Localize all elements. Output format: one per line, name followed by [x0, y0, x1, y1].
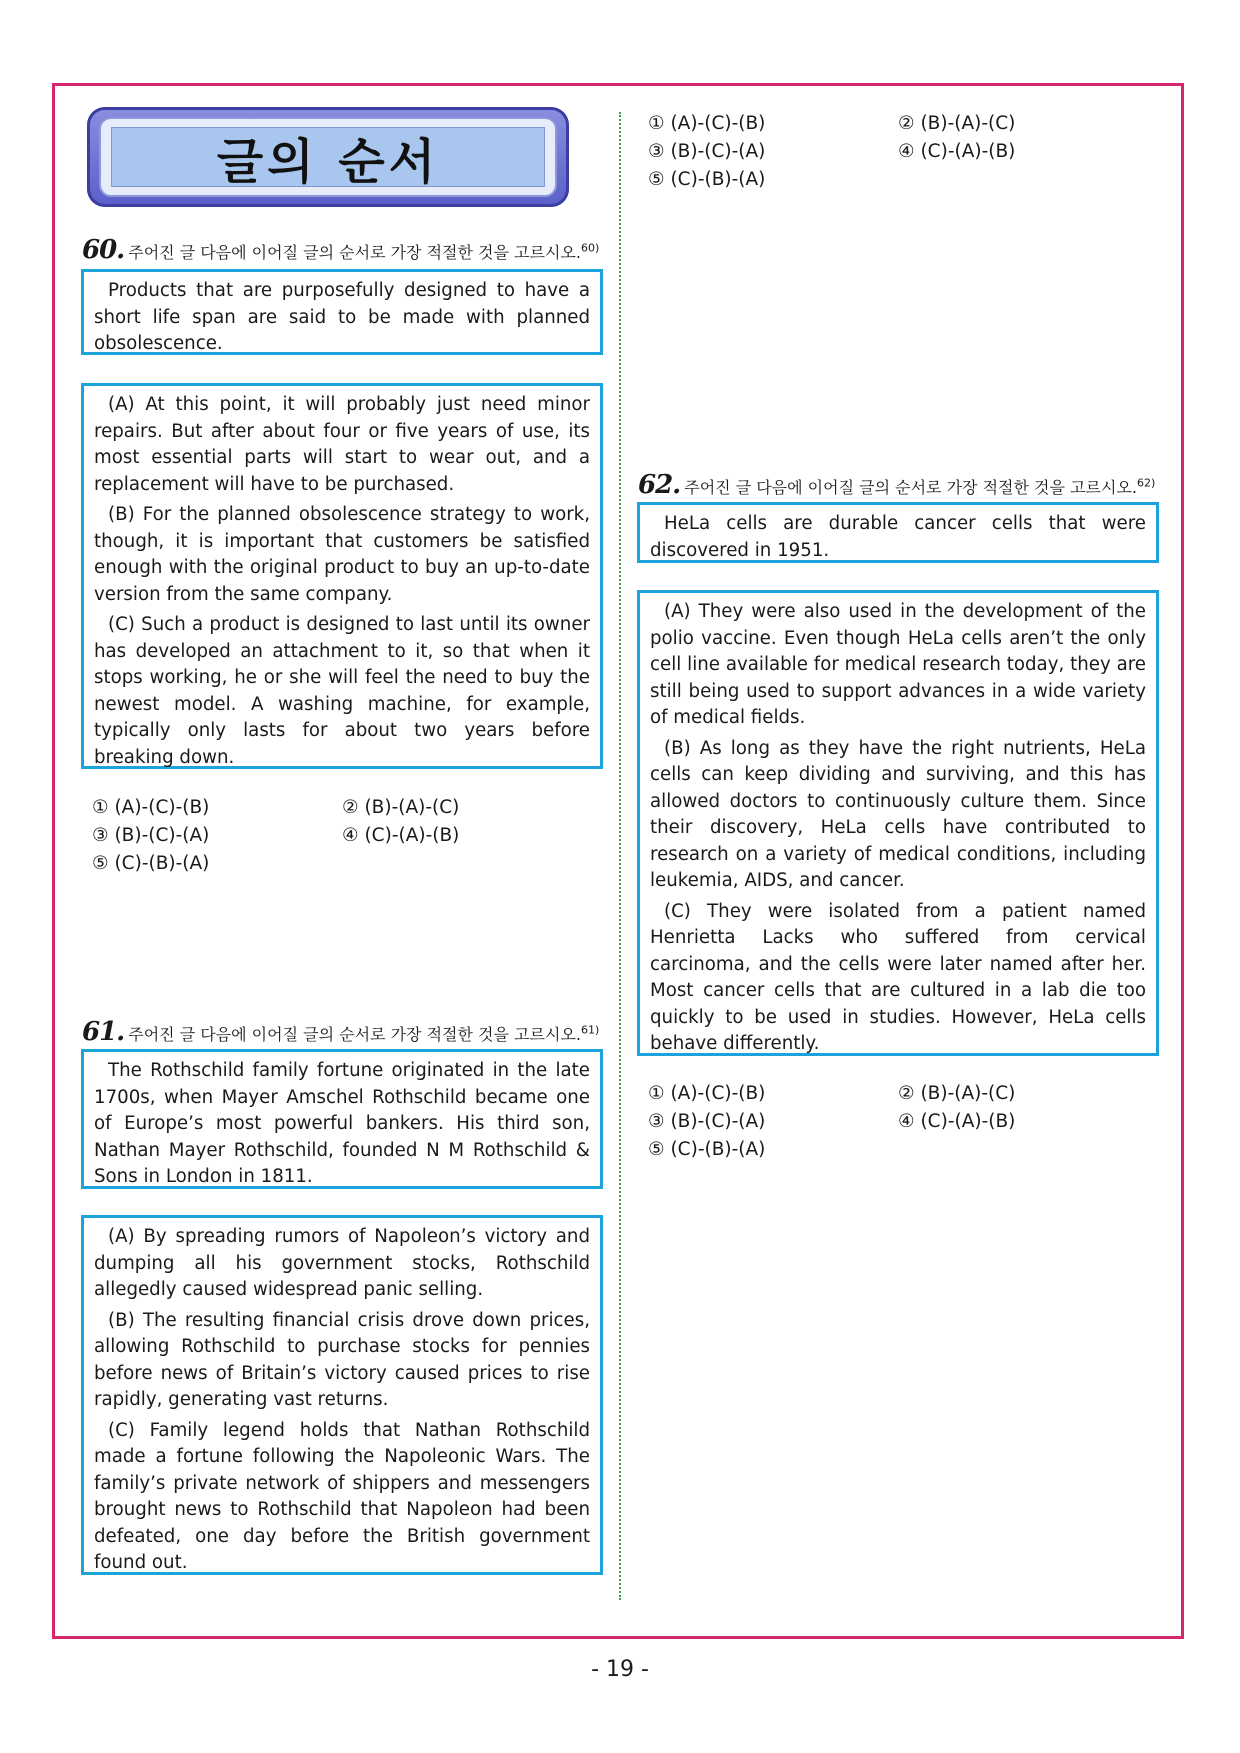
question-instruction: 주어진 글 다음에 이어질 글의 순서로 가장 적절한 것을 고르시오.: [684, 478, 1137, 497]
paragraph-b: (B) The resulting financial crisis drove down prices, allowing Rothschild to purchase stocks for pennies before news of Britain’s victory caused prices to rise rapidly, generating vast returns.: [94, 1309, 590, 1410]
question-60-heading: [82, 235, 599, 265]
question-61-paragraphs-box: [81, 1215, 603, 1575]
section-title: 글의 순서: [216, 133, 440, 190]
banner-border: [99, 117, 557, 197]
paragraph-c: (C) Such a product is designed to last until its owner has developed an attachment to it, so that when it stops working, he or she will feel the need to buy the newest model. A washing machine, for example, typically only lasts for about two years before breaking down.: [94, 614, 590, 768]
option-1[interactable]: ① (A)-(C)-(B): [648, 1083, 766, 1104]
question-61-given-box: [81, 1049, 603, 1189]
banner-panel: [111, 127, 545, 190]
paragraph-b: (B) As long as they have the right nutrients, HeLa cells can keep dividing and surviving, and this has allowed doctors to continuously culture them. Since their discovery, HeLa cells have contributed to research on a variety of medical conditions, including leukemia, AIDS, and cancer.: [650, 737, 1146, 891]
option-4[interactable]: ④ (C)-(A)-(B): [898, 141, 1016, 162]
option-2[interactable]: ② (B)-(A)-(C): [898, 113, 1016, 134]
question-number: 60.: [82, 235, 125, 265]
question-62-heading: [638, 470, 1155, 500]
question-62-paragraphs-box: [637, 590, 1159, 1056]
option-3[interactable]: ③ (B)-(C)-(A): [92, 825, 210, 846]
section-title-banner: [87, 107, 569, 207]
question-60-given-box: [81, 269, 603, 355]
paragraph-a: (A) They were also used in the development of the polio vaccine. Even though HeLa cells aren’t the only cell line available for medical research today, they are still being used to support advances in a wide variety of medical fields.: [650, 601, 1146, 728]
footnote-ref: 61): [580, 1023, 600, 1037]
option-2[interactable]: ② (B)-(A)-(C): [898, 1083, 1016, 1104]
given-text: Products that are purposefully designed to have a short life span are said to be made with planned obsolescence.: [94, 280, 590, 354]
paragraph-a: (A) By spreading rumors of Napoleon’s victory and dumping all his government stocks, Rothschild allegedly caused widespread panic selling.: [94, 1226, 590, 1300]
page-number: - 19 -: [591, 1657, 649, 1682]
option-4[interactable]: ④ (C)-(A)-(B): [342, 825, 460, 846]
given-text: The Rothschild family fortune originated in the late 1700s, when Mayer Amschel Rothschild became one of Europe’s most powerful bankers. His third son, Nathan Mayer Rothschild, founded N M Rothschild & Sons in London in 1811.: [94, 1060, 590, 1187]
column-divider: [619, 112, 621, 1600]
question-instruction: 주어진 글 다음에 이어질 글의 순서로 가장 적절한 것을 고르시오.: [128, 1025, 581, 1044]
footnote-ref: 62): [1136, 476, 1156, 490]
option-1[interactable]: ① (A)-(C)-(B): [648, 113, 766, 134]
question-instruction: 주어진 글 다음에 이어질 글의 순서로 가장 적절한 것을 고르시오.: [128, 243, 581, 262]
option-1[interactable]: ① (A)-(C)-(B): [92, 797, 210, 818]
given-text: HeLa cells are durable cancer cells that were discovered in 1951.: [650, 513, 1146, 561]
option-3[interactable]: ③ (B)-(C)-(A): [648, 1111, 766, 1132]
question-number: 62.: [638, 470, 681, 500]
question-61-heading: [82, 1017, 599, 1047]
option-5[interactable]: ⑤ (C)-(B)-(A): [648, 169, 766, 190]
paragraph-a: (A) At this point, it will probably just need minor repairs. But after about four or five years of use, its most essential parts will start to wear out, and a replacement will have to be purchased.: [94, 394, 590, 495]
option-4[interactable]: ④ (C)-(A)-(B): [898, 1111, 1016, 1132]
option-3[interactable]: ③ (B)-(C)-(A): [648, 141, 766, 162]
paragraph-b: (B) For the planned obsolescence strategy to work, though, it is important that customers be satisfied enough with the original product to buy an up-to-date version from the same company.: [94, 504, 590, 605]
paragraph-c: (C) Family legend holds that Nathan Rothschild made a fortune following the Napoleonic Wars. The family’s private network of shippers and messengers brought news to Rothschild that Napoleon had been defeated, one day before the British government found out.: [94, 1419, 590, 1573]
footnote-ref: 60): [580, 241, 600, 255]
question-62-given-box: [637, 502, 1159, 563]
option-2[interactable]: ② (B)-(A)-(C): [342, 797, 460, 818]
option-5[interactable]: ⑤ (C)-(B)-(A): [92, 853, 210, 874]
paragraph-c: (C) They were isolated from a patient named Henrietta Lacks who suffered from cervical carcinoma, and the cells were later named after her. Most cancer cells that are cultured in a lab die too quickly to be used in studies. However, HeLa cells behave differently.: [650, 900, 1146, 1054]
question-number: 61.: [82, 1017, 125, 1047]
question-60-paragraphs-box: [81, 383, 603, 769]
option-5[interactable]: ⑤ (C)-(B)-(A): [648, 1139, 766, 1160]
